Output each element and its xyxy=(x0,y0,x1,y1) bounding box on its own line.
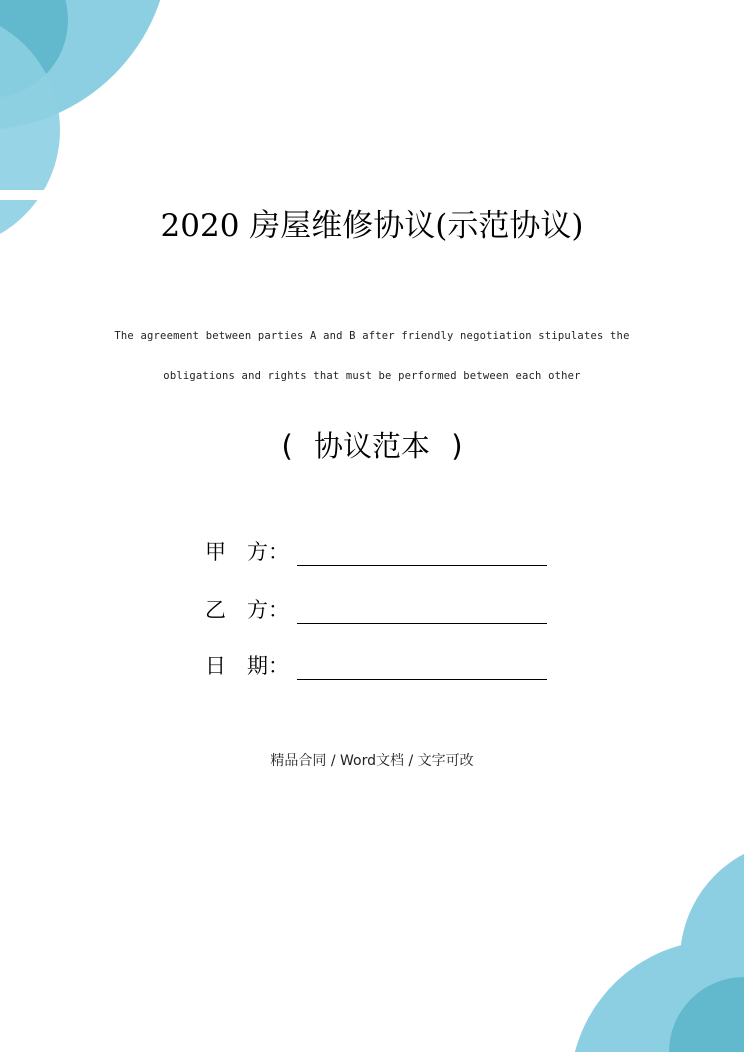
date-label: 日 期： xyxy=(205,654,289,678)
agreement-heading xyxy=(0,424,744,465)
party-a-blank-line[interactable] xyxy=(297,541,547,566)
subtitle-line-2: obligations and rights that must be performed between each other xyxy=(163,370,581,382)
heading-open-paren: ( xyxy=(281,429,293,463)
party-b-field xyxy=(205,592,547,624)
party-a-field xyxy=(205,534,547,566)
heading-close-paren: ) xyxy=(451,429,463,463)
date-field xyxy=(205,648,547,680)
party-b-label: 乙 方： xyxy=(205,598,289,622)
party-b-blank-line[interactable] xyxy=(297,599,547,624)
date-blank-line[interactable] xyxy=(297,655,547,680)
subtitle-line-1: The agreement between parties A and B after friendly negotiation stipulates the xyxy=(114,330,630,342)
document-title: 2020 房屋维修协议(示范协议) xyxy=(160,208,584,244)
party-a-label: 甲 方： xyxy=(205,540,289,564)
heading-text: 协议范本 xyxy=(313,429,430,463)
footer-note: 精品合同 / Word文档 / 文字可改 xyxy=(270,753,474,769)
